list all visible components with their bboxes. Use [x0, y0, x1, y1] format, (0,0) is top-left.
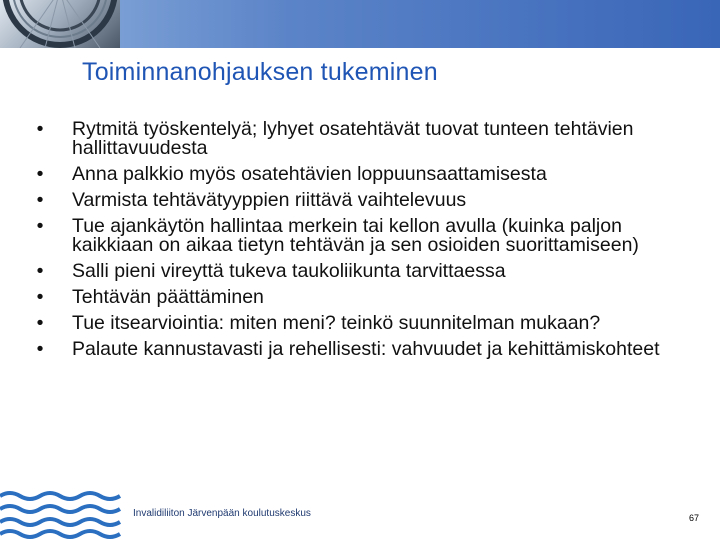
bullet-dot: • — [36, 338, 44, 360]
bullet-item — [30, 120, 700, 158]
page-number: 67 — [689, 513, 700, 523]
bullet-dot: • — [36, 286, 44, 308]
footer-organization: Invalidiliiton Järvenpään koulutuskeskus — [133, 508, 311, 519]
bullet-list — [30, 120, 700, 366]
bullet-text: Palaute kannustavasti ja rehellisesti: vahvuudet ja kehittämiskohteet — [72, 338, 660, 360]
bullet-text: Tue itsearviointia: miten meni? teinkö suunnitelman mukaan? — [72, 312, 601, 334]
header-wheel-photo — [0, 0, 120, 48]
bullet-text: Rytmitä työskentelyä; lyhyet osatehtävät tuovat tunteen tehtävien hallittavuudesta — [72, 118, 634, 159]
footer-waves-logo — [0, 478, 125, 540]
bullet-item — [30, 217, 700, 255]
bullet-text: Varmista tehtävätyyppien riittävä vaihtelevuus — [72, 189, 467, 211]
bullet-text: Salli pieni vireyttä tukeva taukoliikunta tarvittaessa — [72, 260, 506, 282]
bullet-item — [30, 262, 700, 281]
bullet-text: Tehtävän päättäminen — [72, 286, 264, 308]
bullet-text: Tue ajankäytön hallintaa merkein tai kellon avulla (kuinka paljon kaikkiaan on aikaa tietyn tehtävän ja sen osioiden suorittamiseen) — [72, 215, 639, 256]
bullet-item — [30, 165, 700, 184]
bullet-item — [30, 191, 700, 210]
bullet-dot: • — [36, 189, 44, 211]
slide-title: Toiminnanohjauksen tukeminen — [82, 58, 438, 86]
bullet-dot: • — [36, 118, 44, 140]
bullet-dot: • — [36, 163, 44, 185]
bullet-text: Anna palkkio myös osatehtävien loppuunsaattamisesta — [72, 163, 547, 185]
bullet-dot: • — [36, 215, 44, 237]
bullet-dot: • — [36, 312, 44, 334]
bullet-item — [30, 314, 700, 333]
bullet-item — [30, 340, 700, 359]
bullet-dot: • — [36, 260, 44, 282]
bullet-item — [30, 288, 700, 307]
